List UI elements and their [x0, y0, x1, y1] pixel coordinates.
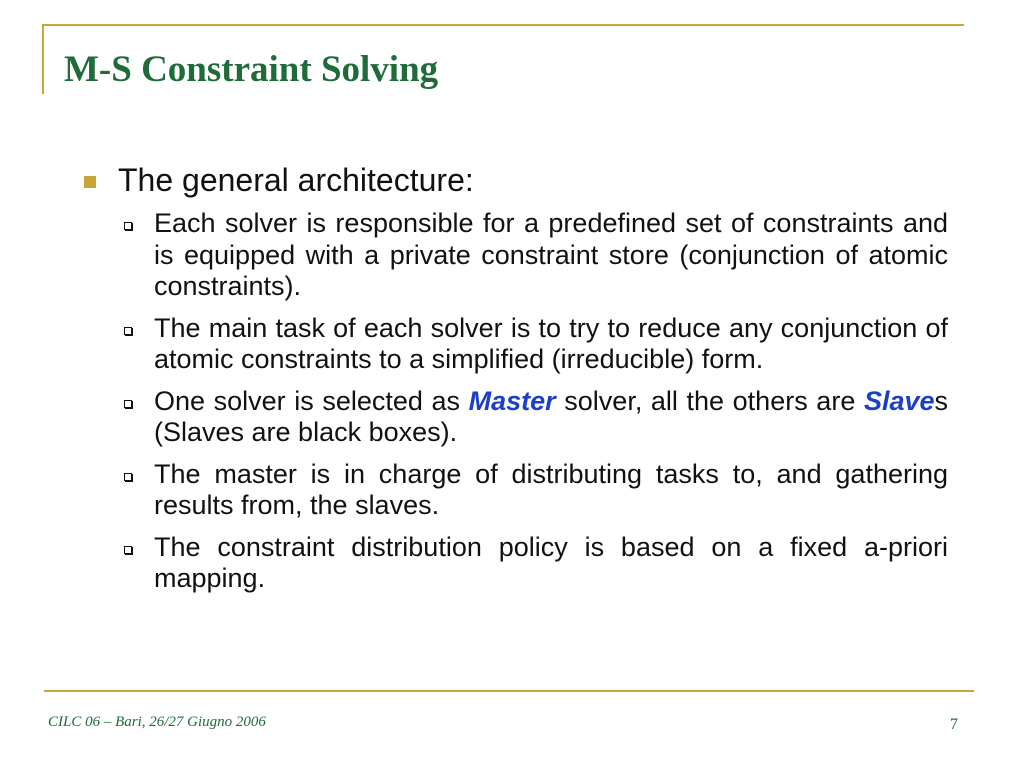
sub-bullet-3: [82, 386, 948, 449]
sub-bullet-text: The main task of each solver is to try to reduce any conjunction of atomic constraints to a simplified (irreducible) form.: [154, 312, 948, 374]
text-part: s (Slaves are black boxes).: [154, 385, 948, 447]
sub-bullet-text: The master is in charge of distributing tasks to, and gathering results from, the slaves.: [154, 458, 948, 520]
hollow-square-bullet-icon: [124, 546, 132, 554]
sub-bullet-text: The constraint distribution policy is based on a fixed a-priori mapping.: [154, 531, 948, 593]
slide-title: M-S Constraint Solving: [64, 49, 439, 90]
hollow-square-bullet-icon: [124, 327, 132, 335]
text-part: One solver is selected as: [154, 385, 469, 416]
hollow-square-bullet-icon: [124, 473, 132, 481]
hollow-square-bullet-icon: [124, 222, 132, 230]
footer-conference-label: CILC 06 – Bari, 26/27 Giugno 2006: [48, 714, 266, 730]
footer-rule: [44, 690, 974, 692]
frame-left-rule: [42, 24, 44, 94]
bullet-general-architecture: [82, 160, 948, 200]
hollow-square-bullet-icon: [124, 400, 132, 408]
sub-bullet-1: [82, 208, 948, 303]
sub-bullet-text: [154, 386, 948, 449]
square-bullet-icon: [84, 176, 96, 188]
bullet-text: The general architecture:: [118, 162, 474, 198]
text-part: solver, all the others are: [555, 385, 864, 416]
sub-bullet-5: [82, 532, 948, 595]
sub-bullet-4: [82, 459, 948, 522]
sub-bullet-2: [82, 313, 948, 376]
master-emphasis: Master: [468, 385, 556, 416]
sub-bullet-text: Each solver is responsible for a predefined set of constraints and is equipped with a private constraint store (conjunction of atomic constraints).: [154, 208, 948, 301]
slide-content: [82, 160, 948, 605]
page-number: 7: [950, 716, 958, 733]
slave-emphasis: Slave: [863, 385, 935, 416]
frame-top-rule: [44, 24, 964, 26]
